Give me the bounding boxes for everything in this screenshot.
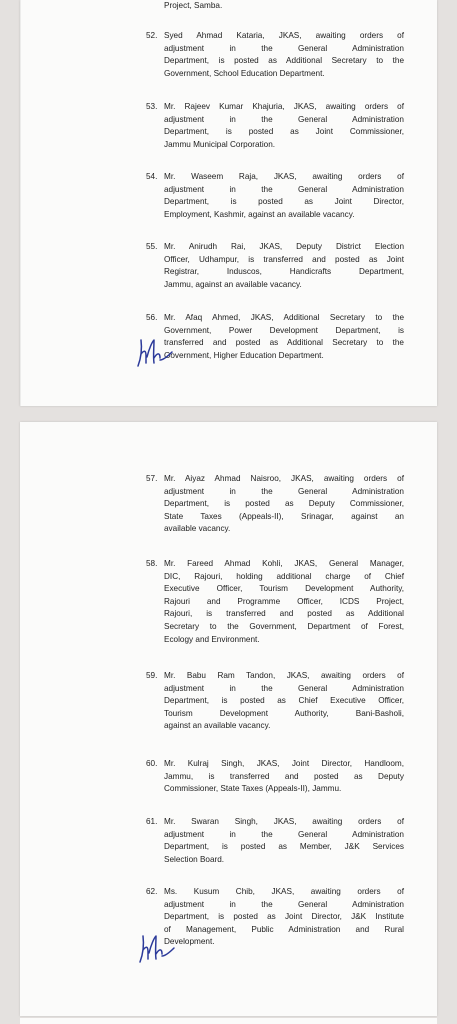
list-item-continuation: [164, 0, 404, 13]
entry-line: Government, School Education Department.: [164, 68, 325, 78]
entry-line: Mr. Rajeev Kumar Khajuria, JKAS, awaiting orders of: [164, 102, 404, 111]
entry-line: Department, is posted as Additional Secretary to the: [164, 56, 404, 66]
entry-line: Jammu Municipal Corporation.: [164, 139, 276, 149]
entry-line: Ms. Kusum Chib, JKAS, awaiting orders of: [164, 887, 404, 896]
list-item-54: [146, 171, 404, 221]
entry-line: Syed Ahmad Kataria, JKAS, awaiting orders of: [164, 31, 404, 40]
entry-line: against an available vacancy.: [164, 721, 271, 731]
entry-line: Officer, Udhampur, is transferred and posted as Joint: [164, 254, 404, 264]
entry-line: Commissioner, State Taxes (Appeals-II), Jammu.: [164, 784, 342, 794]
list-item-60: [146, 758, 404, 796]
list-item-53: [146, 101, 404, 151]
entry-line: adjustment in the General Administration: [164, 829, 404, 839]
document-page-2: [20, 422, 437, 1016]
entry-line: Department, is posted as Joint Director,: [164, 197, 404, 207]
entry-line: Project, Samba.: [164, 1, 223, 10]
entry-line: Jammu, is transferred and posted as Deputy: [164, 771, 404, 781]
list-item-52: [146, 30, 404, 80]
entry-line: DIC, Rajouri, holding additional charge of Chief: [164, 571, 404, 581]
entry-line: Development.: [164, 937, 215, 947]
entry-line: of Management, Public Administration and Rural: [164, 924, 404, 934]
entry-line: Ecology and Environment.: [164, 634, 260, 644]
entry-number: 52.: [146, 31, 158, 40]
list-item-58: [146, 558, 404, 646]
entry-line: Department, is posted as Member, J&K Services: [164, 842, 404, 852]
entry-number: 60.: [146, 759, 158, 768]
list-item-61: [146, 816, 404, 866]
entry-line: Rajouri and Programme Officer, ICDS Project,: [164, 596, 404, 606]
document-page-3-edge: [20, 1018, 437, 1024]
entry-number: 55.: [146, 242, 158, 251]
entry-line: Government, Power Development Department, is: [164, 325, 404, 335]
list-item-55: [146, 241, 404, 291]
entry-line: Mr. Anirudh Rai, JKAS, Deputy District Election: [164, 242, 404, 251]
entry-line: Secretary to the Government, Department of Forest,: [164, 621, 404, 631]
entry-line: available vacancy.: [164, 524, 231, 534]
entry-line: Registrar, Induscos, Handicrafts Department,: [164, 267, 404, 277]
entry-line: Mr. Kulraj Singh, JKAS, Joint Director, Handloom,: [164, 759, 404, 768]
entry-line: Department, is posted as Joint Director, J&K Institute: [164, 912, 404, 922]
entry-number: 59.: [146, 671, 158, 680]
entry-line: adjustment in the General Administration: [164, 486, 404, 496]
entry-line: adjustment in the General Administration: [164, 184, 404, 194]
entry-line: Mr. Fareed Ahmad Kohli, JKAS, General Manager,: [164, 559, 404, 568]
entry-line: Jammu, against an available vacancy.: [164, 279, 302, 289]
entry-line: Selection Board.: [164, 854, 225, 864]
entry-line: Department, is posted as Deputy Commissioner,: [164, 499, 404, 509]
entry-line: Tourism Development Authority, Bani-Basholi,: [164, 708, 404, 718]
entry-line: State Taxes (Appeals-II), Srinagar, against an: [164, 511, 404, 521]
entry-number: 58.: [146, 559, 158, 568]
entry-line: adjustment in the General Administration: [164, 899, 404, 909]
list-item-56: [146, 312, 404, 362]
page-edge: [20, 0, 21, 406]
entry-line: Rajouri, is transferred and posted as Additional: [164, 609, 404, 619]
entry-number: 56.: [146, 313, 158, 322]
entry-number: 61.: [146, 817, 158, 826]
entry-line: Mr. Waseem Raja, JKAS, awaiting orders of: [164, 172, 404, 181]
entry-line: adjustment in the General Administration: [164, 683, 404, 693]
entry-line: transferred and posted as Additional Secretary to the: [164, 338, 404, 348]
entry-line: Department, is posted as Joint Commissioner,: [164, 127, 404, 137]
signature-icon: [134, 932, 176, 964]
entry-line: Executive Officer, Tourism Development Authority,: [164, 584, 404, 594]
list-item-57: [146, 473, 404, 536]
entry-line: Mr. Babu Ram Tandon, JKAS, awaiting orders of: [164, 671, 404, 680]
entry-line: Mr. Aiyaz Ahmad Naisroo, JKAS, awaiting orders of: [164, 474, 404, 483]
document-page-1: [20, 0, 437, 406]
entry-number: 53.: [146, 102, 158, 111]
entry-line: Department, is posted as Chief Executive Officer,: [164, 696, 404, 706]
entry-line: Employment, Kashmir, against an available vacancy.: [164, 209, 355, 219]
entry-line: Mr. Swaran Singh, JKAS, awaiting orders of: [164, 817, 404, 826]
entry-line: adjustment in the General Administration: [164, 43, 404, 53]
entry-number: 62.: [146, 887, 158, 896]
entry-line: Mr. Afaq Ahmed, JKAS, Additional Secretary to the: [164, 313, 404, 322]
entry-number: 54.: [146, 172, 158, 181]
signature-icon: [132, 336, 174, 368]
list-item-62: [146, 886, 404, 949]
entry-number: 57.: [146, 474, 158, 483]
entry-line: adjustment in the General Administration: [164, 114, 404, 124]
entry-line: Government, Higher Education Department.: [164, 350, 324, 360]
list-item-59: [146, 670, 404, 733]
